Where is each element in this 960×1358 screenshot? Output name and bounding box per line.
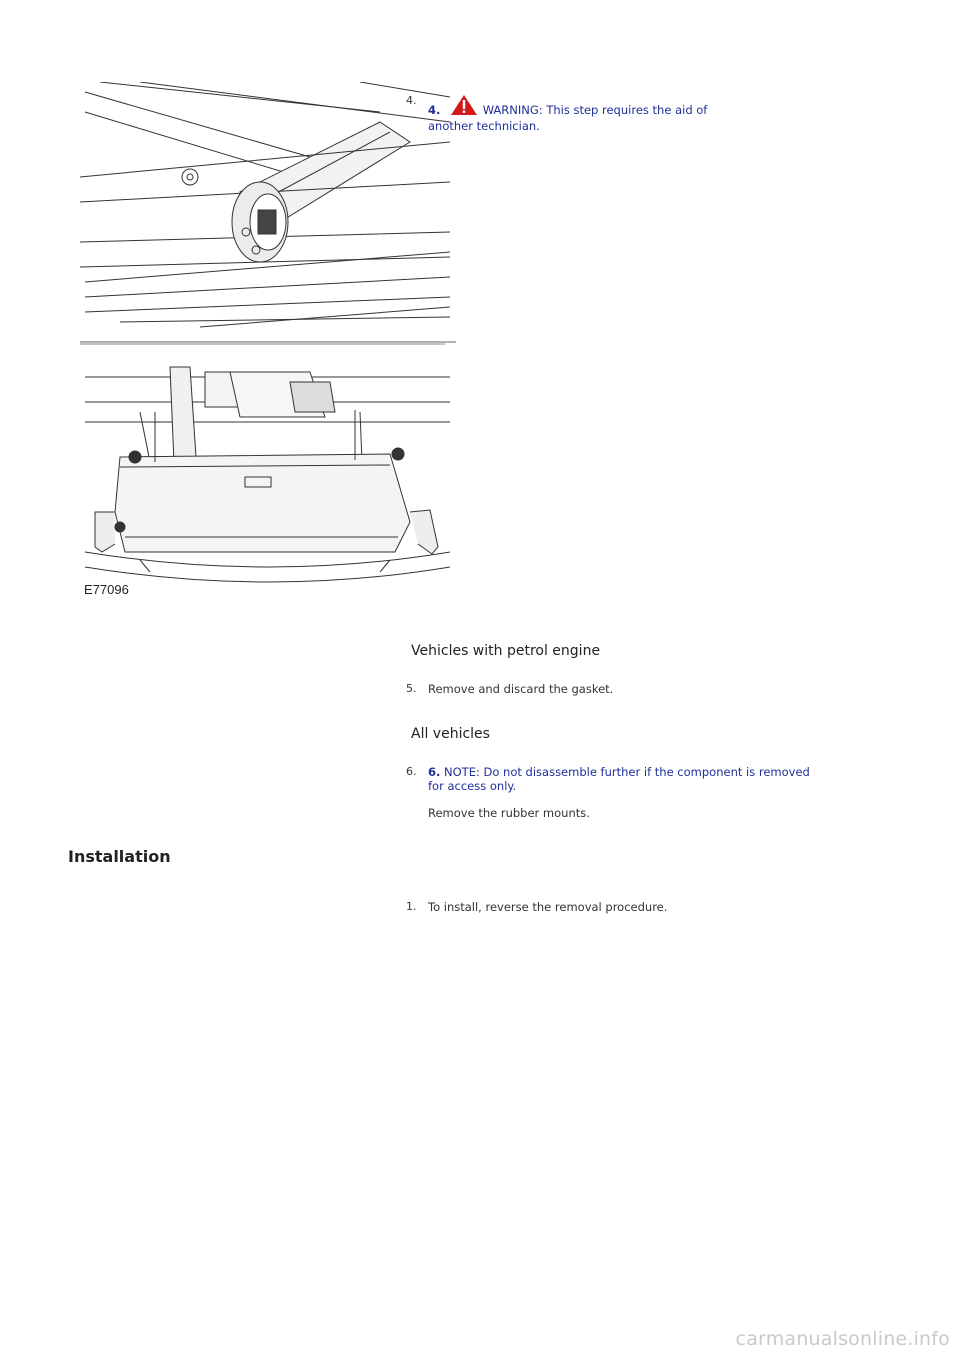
installation-heading: Installation <box>68 847 171 866</box>
installation-step-1-number: 1. <box>406 900 417 913</box>
step-5-text: Remove and discard the gasket. <box>428 682 614 696</box>
figure-label: E77096 <box>84 582 129 597</box>
step-6-label: 6. <box>428 765 441 779</box>
step-6-number: 6. <box>406 765 417 778</box>
warning-icon <box>450 94 478 119</box>
installation-step-1-text: To install, reverse the removal procedure. <box>428 900 668 914</box>
section-heading-all-vehicles: All vehicles <box>411 726 490 742</box>
step-4-warning <box>428 94 858 133</box>
step-6-note <box>428 765 888 793</box>
watermark: carmanualsonline.info <box>735 1328 950 1350</box>
section-heading-petrol: Vehicles with petrol engine <box>411 643 601 659</box>
exhaust-illustration <box>80 82 456 600</box>
step-6-note-text-2: for access only. <box>428 779 517 793</box>
step-6-text: Remove the rubber mounts. <box>428 806 590 820</box>
step-5-number: 5. <box>406 682 417 695</box>
step-4-number: 4. <box>406 94 417 107</box>
step-6-note-text: NOTE: Do not disassemble further if the component is removed <box>444 765 810 779</box>
step-4-label: 4. <box>428 103 441 117</box>
step-4-warning-text-2: another technician. <box>428 119 540 133</box>
step-4-warning-text: WARNING: This step requires the aid of <box>482 103 708 117</box>
exhaust-line-drawing <box>80 82 456 600</box>
